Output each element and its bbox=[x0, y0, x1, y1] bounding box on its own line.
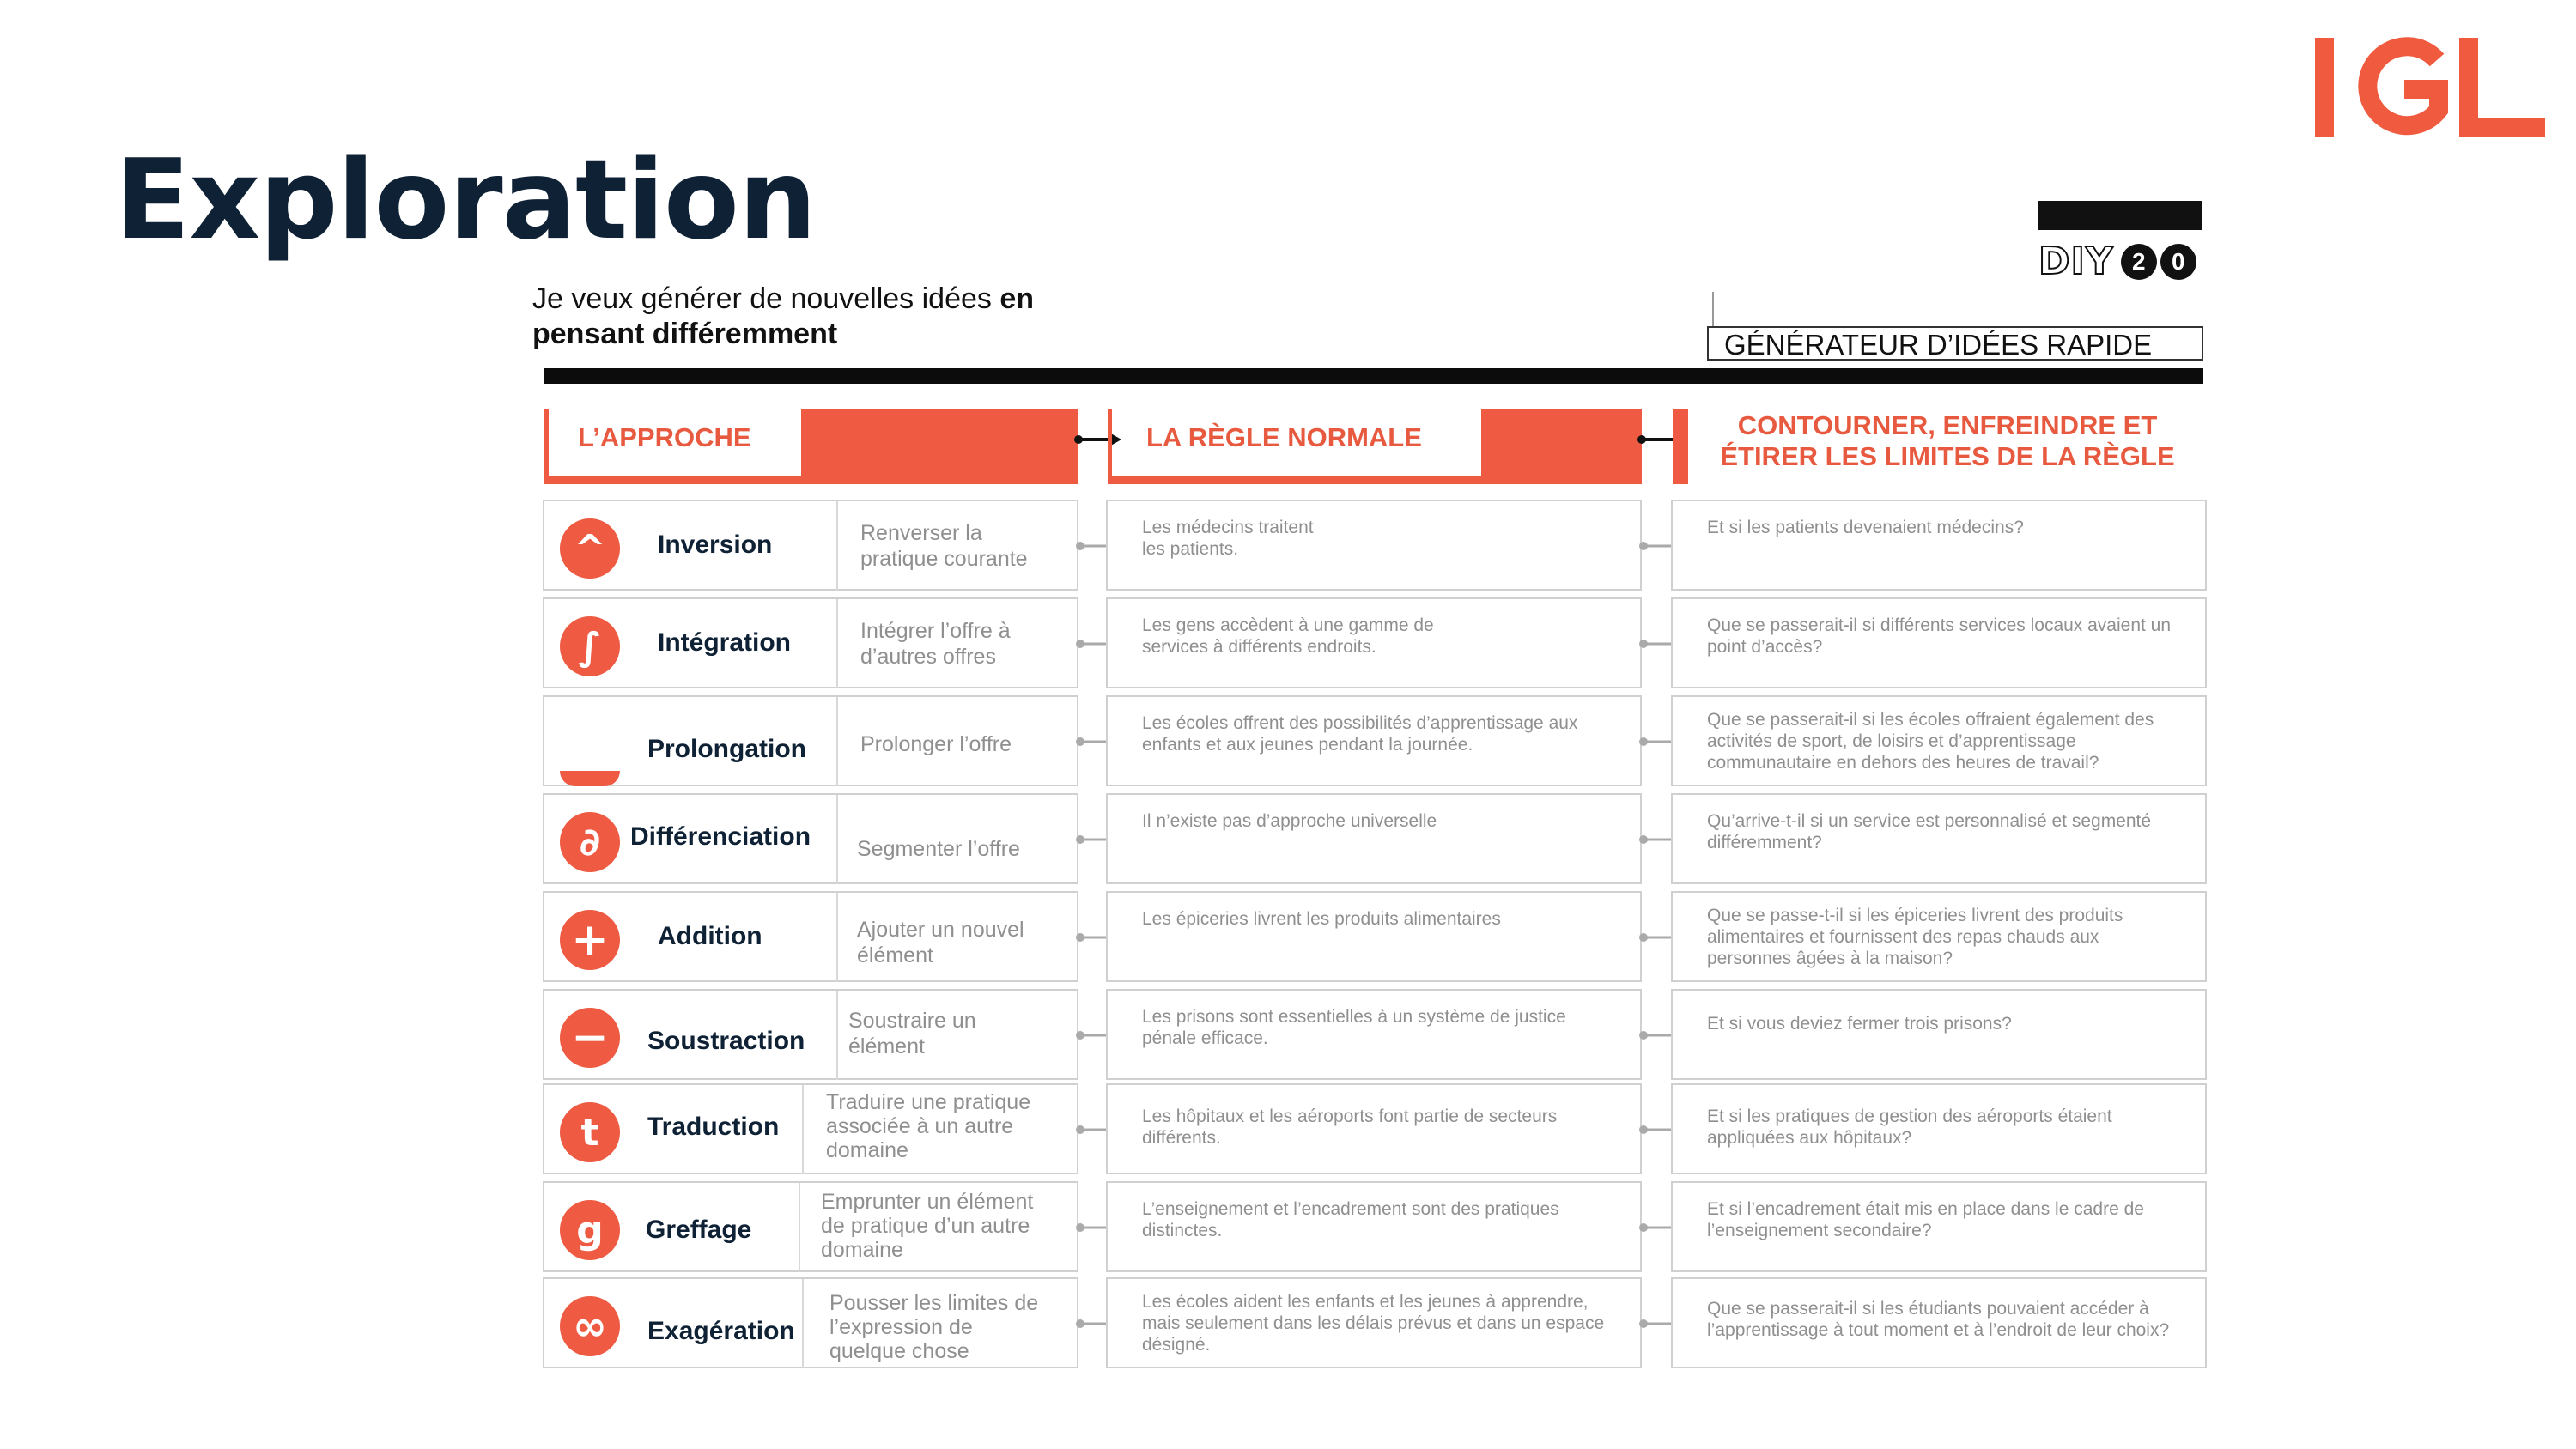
approach-name: Différenciation bbox=[630, 822, 811, 851]
approach-name: Traduction bbox=[647, 1113, 780, 1141]
approach-row bbox=[543, 1277, 2207, 1368]
normal-rule-text: Il n’existe pas d’approche universelle bbox=[1142, 811, 1437, 831]
approach-row bbox=[543, 1181, 2207, 1272]
cell-divider bbox=[802, 1085, 804, 1174]
approach-name: Prolongation bbox=[647, 735, 806, 763]
cell-divider bbox=[836, 599, 838, 688]
header-rule bbox=[544, 368, 2203, 384]
approach-name: Exagération bbox=[647, 1317, 795, 1345]
addition-icon: + bbox=[560, 910, 620, 970]
normal-rule-text: L’enseignement et l’encadrement sont des pratiques distinctes. bbox=[1142, 1199, 1559, 1240]
prolongation-icon bbox=[560, 771, 620, 786]
break-cell bbox=[1671, 1277, 2207, 1368]
subtitle-bold-1: en bbox=[999, 282, 1035, 315]
rule-cell bbox=[1106, 1181, 1642, 1272]
rule-cell bbox=[1106, 989, 1642, 1080]
approach-cell bbox=[543, 1083, 1078, 1174]
approach-description: Traduire une pratique associée à un autre domaine bbox=[826, 1090, 1031, 1162]
rule-cell bbox=[1106, 891, 1642, 982]
approach-description: Ajouter un nouvel élément bbox=[857, 918, 1024, 967]
header-fill bbox=[801, 409, 1078, 476]
greffage-icon: g bbox=[560, 1200, 620, 1260]
slide-title: Exploration bbox=[115, 136, 817, 264]
cell-divider bbox=[836, 501, 838, 591]
approach-cell bbox=[543, 989, 1078, 1080]
approach-cell bbox=[543, 597, 1078, 688]
approach-name: Soustraction bbox=[647, 1027, 805, 1055]
break-rule-text: Que se passerait-il si différents services locaux avaient un point d’accès? bbox=[1707, 615, 2172, 657]
break-rule-text: Et si l’encadrement était mis en place dans le cadre de l’enseignement secondaire? bbox=[1707, 1199, 2144, 1240]
break-rule-text: Que se passe-t-il si les épiceries livrent des produits alimentaires et fournissent des repas chauds aux personnes âgées à la maison? bbox=[1707, 906, 2123, 968]
column-label-contourner: CONTOURNER, ENFREINDRE ET ÉTIRER LES LIMITES DE LA RÈGLE bbox=[1720, 410, 2175, 471]
approach-cell bbox=[543, 891, 1078, 982]
inversion-icon: ^ bbox=[560, 518, 620, 579]
cell-divider bbox=[836, 991, 838, 1080]
header-fill bbox=[1481, 409, 1642, 476]
slide-subtitle bbox=[532, 282, 1151, 352]
approach-description: Segmenter l’offre bbox=[857, 837, 1020, 861]
rule-cell bbox=[1106, 695, 1642, 786]
approach-row bbox=[543, 989, 2207, 1080]
normal-rule-text: Les médecins traitent les patients. bbox=[1142, 518, 1314, 559]
diy-bar bbox=[2038, 201, 2202, 230]
approach-row bbox=[543, 597, 2207, 688]
diy-logo bbox=[2038, 240, 2196, 283]
subtitle-bold-2: pensant différemment bbox=[532, 318, 838, 350]
differenciation-icon: ∂ bbox=[560, 812, 620, 872]
cell-divider bbox=[799, 1183, 800, 1272]
break-cell bbox=[1671, 1083, 2207, 1174]
break-cell bbox=[1671, 1181, 2207, 1272]
normal-rule-text: Les gens accèdent à une gamme de services à différents endroits. bbox=[1142, 615, 1434, 657]
break-cell bbox=[1671, 695, 2207, 786]
approach-description: Pousser les limites de l’expression de quelque chose bbox=[829, 1291, 1039, 1363]
break-rule-text: Que se passerait-il si les écoles offraient également des activités de sport, de loisirs et d’apprentissage communautaire en dehors des heures de travail? bbox=[1707, 710, 2154, 773]
break-rule-text: Qu’arrive-t-il si un service est personnalisé et segmenté différemment? bbox=[1707, 811, 2152, 852]
exageration-icon: ∞ bbox=[560, 1296, 620, 1356]
break-rule-text: Et si vous deviez fermer trois prisons? bbox=[1707, 1014, 2012, 1034]
normal-rule-text: Les écoles offrent des possibilités d’apprentissage aux enfants et aux jeunes pendant la journée. bbox=[1142, 713, 1578, 755]
cell-divider bbox=[836, 697, 838, 786]
cell-divider bbox=[836, 795, 838, 884]
rule-cell bbox=[1106, 597, 1642, 688]
generator-tick bbox=[1712, 292, 1714, 328]
break-rule-text: Et si les pratiques de gestion des aéroports étaient appliquées aux hôpitaux? bbox=[1707, 1106, 2112, 1148]
soustraction-icon: − bbox=[560, 1008, 620, 1068]
approach-cell bbox=[543, 1181, 1078, 1272]
break-rule-text: Et si les patients devenaient médecins? bbox=[1707, 518, 2024, 537]
approach-row bbox=[543, 500, 2207, 591]
generator-label: GÉNÉRATEUR D’IDÉES RAPIDE bbox=[1707, 326, 2203, 361]
rule-cell bbox=[1106, 1083, 1642, 1174]
integration-icon: ∫ bbox=[560, 616, 620, 676]
diy-number-2: 2 bbox=[2121, 244, 2157, 280]
break-cell bbox=[1671, 500, 2207, 591]
cell-divider bbox=[802, 1279, 804, 1368]
rule-cell bbox=[1106, 1277, 1642, 1368]
break-cell bbox=[1671, 793, 2207, 884]
break-rule-text: Que se passerait-il si les étudiants pouvaient accéder à l’apprentissage à tout moment et à l’endroit de leur choix? bbox=[1707, 1299, 2170, 1340]
approach-name: Greffage bbox=[646, 1216, 752, 1244]
approach-row bbox=[543, 695, 2207, 786]
column-header-contourner bbox=[1673, 409, 2207, 484]
approach-description: Emprunter un élément de pratique d’un autre domaine bbox=[821, 1190, 1034, 1262]
approach-cell bbox=[543, 695, 1078, 786]
break-cell bbox=[1671, 891, 2207, 982]
approach-row bbox=[543, 891, 2207, 982]
approach-cell bbox=[543, 793, 1078, 884]
approach-row bbox=[543, 1083, 2207, 1174]
approach-description: Renverser la pratique courante bbox=[860, 521, 1028, 571]
approach-name: Addition bbox=[658, 922, 762, 950]
column-label-approche: L’APPROCHE bbox=[578, 422, 751, 452]
approach-description: Intégrer l’offre à d’autres offres bbox=[860, 619, 1011, 669]
diy-text: DIY bbox=[2038, 239, 2114, 283]
column-header-approche bbox=[544, 409, 1078, 484]
approach-cell bbox=[543, 1277, 1078, 1368]
subtitle-text: Je veux générer de nouvelles idées bbox=[532, 282, 1000, 315]
rule-cell bbox=[1106, 500, 1642, 591]
diy-number-0: 0 bbox=[2160, 244, 2196, 280]
column-label-regle: LA RÈGLE NORMALE bbox=[1146, 422, 1422, 452]
cell-divider bbox=[836, 893, 838, 982]
approach-description: Prolonger l’offre bbox=[860, 732, 1012, 756]
approach-cell bbox=[543, 500, 1078, 591]
igl-logo bbox=[2315, 36, 2547, 141]
normal-rule-text: Les prisons sont essentielles à un système de justice pénale efficace. bbox=[1142, 1007, 1566, 1048]
break-cell bbox=[1671, 597, 2207, 688]
approach-name: Intégration bbox=[658, 628, 791, 657]
traduction-icon: t bbox=[560, 1102, 620, 1162]
approach-description: Soustraire un élément bbox=[848, 1009, 976, 1058]
break-cell bbox=[1671, 989, 2207, 1080]
approach-row bbox=[543, 793, 2207, 884]
column-header-regle bbox=[1108, 409, 1642, 484]
normal-rule-text: Les hôpitaux et les aéroports font partie de secteurs différents. bbox=[1142, 1106, 1558, 1148]
rule-cell bbox=[1106, 793, 1642, 884]
normal-rule-text: Les épiceries livrent les produits alimentaires bbox=[1142, 909, 1501, 929]
approach-name: Inversion bbox=[658, 530, 773, 559]
normal-rule-text: Les écoles aident les enfants et les jeunes à apprendre, mais seulement dans les délais prévus et dans un espace désigné. bbox=[1142, 1292, 1605, 1355]
